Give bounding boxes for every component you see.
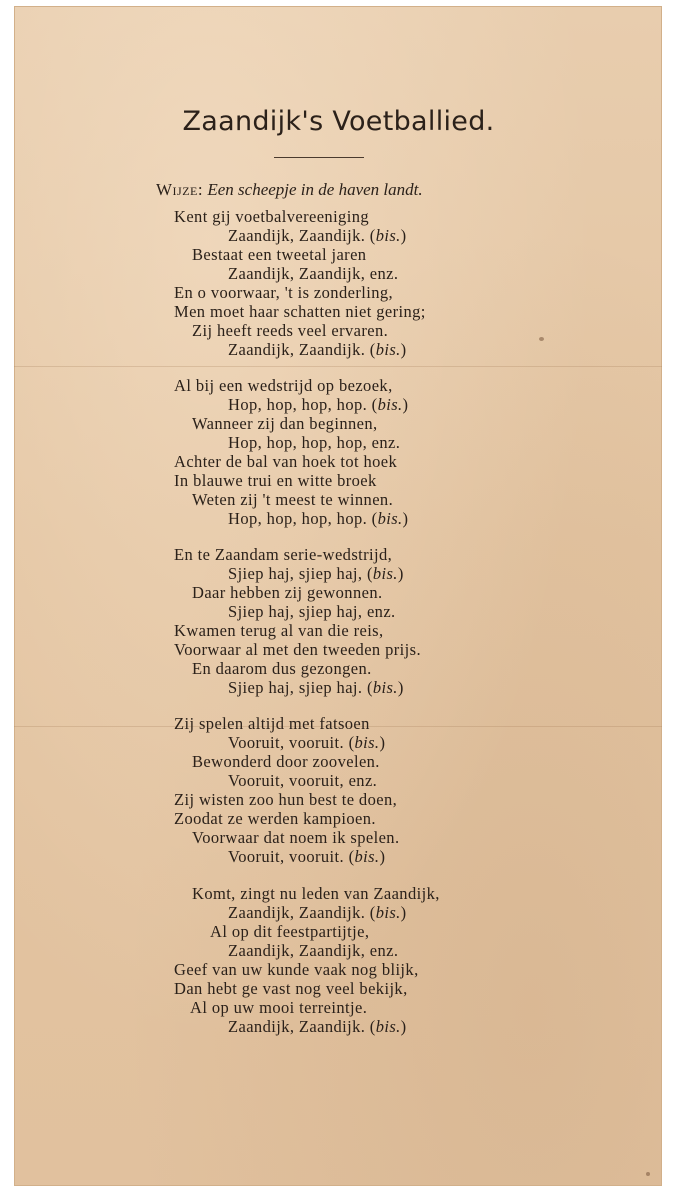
- verse-line: Geef van uw kunde vaak nog blijk,: [174, 960, 419, 979]
- song-title: Zaandijk's Voetballied.: [182, 106, 495, 137]
- verse-line: Vooruit, vooruit, enz.: [228, 771, 378, 790]
- verse-line: En daarom dus gezongen.: [192, 659, 372, 678]
- verse-line: Bewonderd door zoovelen.: [192, 752, 380, 771]
- verse-line: Kent gij voetbalvereeniging: [174, 207, 369, 226]
- verse-line: En o voorwaar, 't is zonderling,: [174, 283, 394, 302]
- verse-line: Al op dit feestpartijtje,: [210, 922, 370, 941]
- verse-line: En te Zaandam serie-wedstrijd,: [174, 545, 393, 564]
- verse-line: Dan hebt ge vast nog veel bekijk,: [174, 979, 408, 998]
- verse-line: Hop, hop, hop, hop. (bis.): [228, 509, 409, 528]
- verse-line: Sjiep haj, sjiep haj, enz.: [228, 602, 396, 621]
- verse-line: Vooruit, vooruit. (bis.): [228, 847, 386, 866]
- verse-line: Zoodat ze werden kampioen.: [174, 809, 376, 828]
- verse-line: Zij heeft reeds veel ervaren.: [192, 321, 389, 340]
- verse-line: Kwamen terug al van die reis,: [174, 621, 384, 640]
- verse-line: Zaandijk, Zaandijk. (bis.): [228, 340, 407, 359]
- verse-line: Zaandijk, Zaandijk, enz.: [228, 264, 399, 283]
- verse-line: Zaandijk, Zaandijk. (bis.): [228, 1017, 407, 1036]
- verse-line: Zij wisten zoo hun best te doen,: [174, 790, 398, 809]
- verse-line: Zaandijk, Zaandijk. (bis.): [228, 226, 407, 245]
- verse-line: Zij spelen altijd met fatsoen: [174, 714, 370, 733]
- paper-stain: [646, 1172, 650, 1176]
- verse-line: Sjiep haj, sjiep haj. (bis.): [228, 678, 404, 697]
- paper-stain: [539, 337, 544, 341]
- verse-line: Hop, hop, hop, hop. (bis.): [228, 395, 409, 414]
- tune-line: [156, 180, 423, 200]
- verse-line: Vooruit, vooruit. (bis.): [228, 733, 386, 752]
- verse-line: Sjiep haj, sjiep haj, (bis.): [228, 564, 404, 583]
- verse-line: Zaandijk, Zaandijk, enz.: [228, 941, 399, 960]
- verse-line: Hop, hop, hop, hop, enz.: [228, 433, 401, 452]
- tune-label: Wijze:: [156, 180, 204, 199]
- tune-name: Een scheepje in de haven landt.: [207, 180, 423, 199]
- verse-line: Al bij een wedstrijd op bezoek,: [174, 376, 393, 395]
- paper-fold: [14, 366, 662, 367]
- verse-line: Voorwaar dat noem ik spelen.: [192, 828, 400, 847]
- verse-line: Al op uw mooi terreintje.: [190, 998, 368, 1017]
- verse-line: In blauwe trui en witte broek: [174, 471, 377, 490]
- verse-line: Men moet haar schatten niet gering;: [174, 302, 426, 321]
- verse-line: Bestaat een tweetal jaren: [192, 245, 367, 264]
- verse-line: Weten zij 't meest te winnen.: [192, 490, 394, 509]
- verse-line: Voorwaar al met den tweeden prijs.: [174, 640, 421, 659]
- verse-line: Wanneer zij dan beginnen,: [192, 414, 378, 433]
- verse-line: Zaandijk, Zaandijk. (bis.): [228, 903, 407, 922]
- verse-line: Achter de bal van hoek tot hoek: [174, 452, 398, 471]
- title-divider: [274, 157, 364, 158]
- verse-line: Komt, zingt nu leden van Zaandijk,: [192, 884, 440, 903]
- verse-line: Daar hebben zij gewonnen.: [192, 583, 383, 602]
